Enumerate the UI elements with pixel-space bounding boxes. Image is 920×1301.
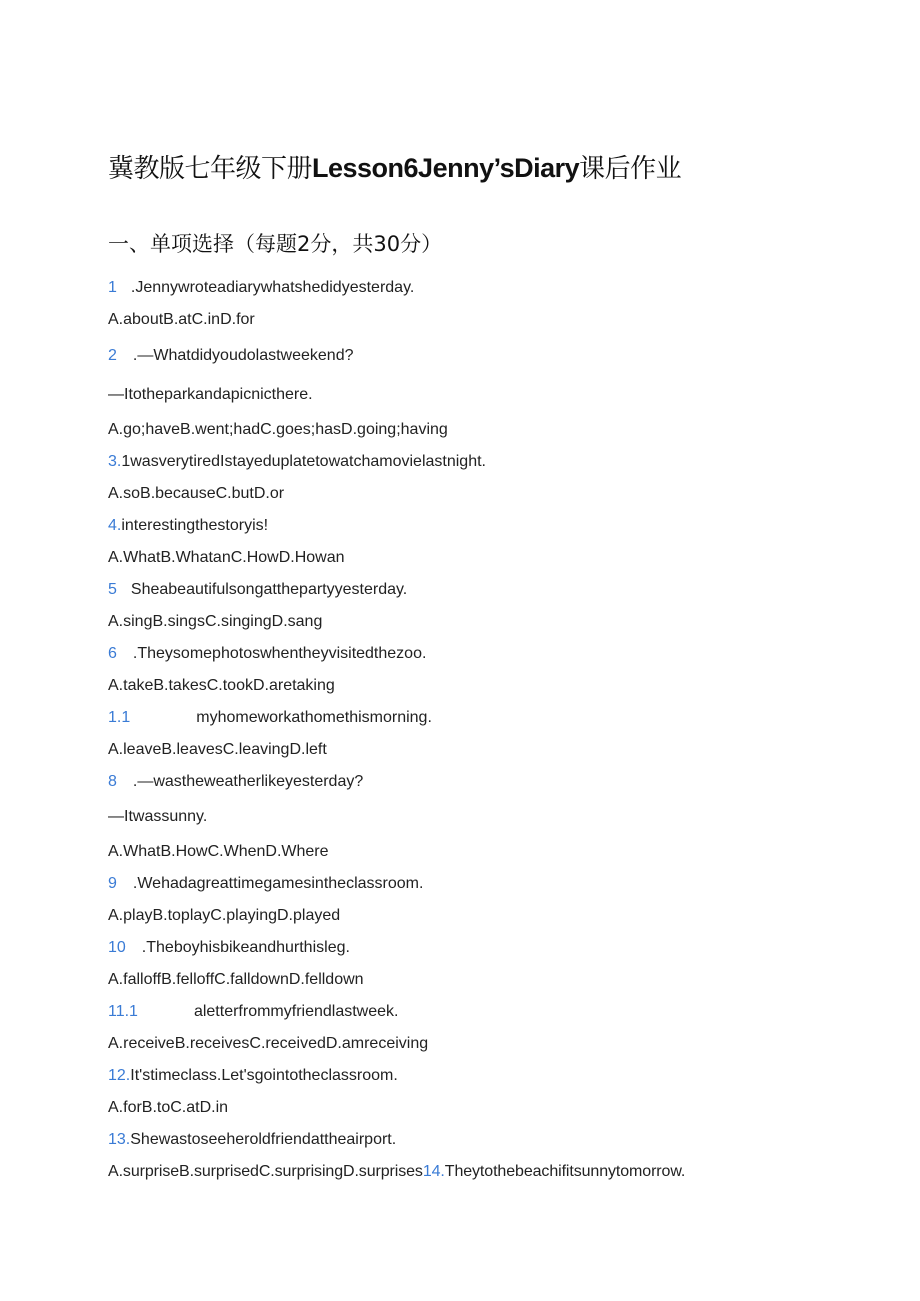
question-2: 2 .—Whatdidyoudolastweekend? — [108, 347, 354, 364]
options-3: A.soB.becauseC.butD.or — [108, 485, 285, 502]
options-10: A.falloffB.felloffC.falldownD.felldown — [108, 971, 364, 988]
question-12: 12.It'stimeclass.Let'sgointotheclassroom. — [108, 1067, 398, 1084]
options-8: A.WhatB.HowC.WhenD.Where — [108, 843, 329, 860]
question-4: 4.interestingthestoryis! — [108, 517, 269, 534]
options-5: A.singB.singsC.singingD.sang — [108, 613, 323, 630]
options-9: A.playB.toplayC.playingD.played — [108, 907, 341, 924]
question-10: 10 .Theboyhisbikeandhurthisleg. — [108, 939, 350, 956]
question-8: 8 .—wastheweatherlikeyesterday? — [108, 773, 364, 790]
question-1: 1 .Jennywroteadiarywhatshedidyesterday. — [108, 279, 415, 296]
options-12: A.forB.toC.atD.in — [108, 1099, 229, 1116]
question-8-reply: —Itwassunny. — [108, 808, 208, 825]
options-2: A.go;haveB.went;hadC.goes;hasD.going;having — [108, 421, 448, 438]
question-3: 3.1wasverytiredIstayeduplatetowatchamovielastnight. — [108, 453, 486, 470]
question-5: 5 Sheabeautifulsongatthepartyyesterday. — [108, 581, 408, 598]
question-7: 1.1 myhomeworkathomethismorning. — [108, 709, 432, 726]
question-6: 6 .Theysomephotoswhentheyvisitedthezoo. — [108, 645, 427, 662]
section-heading: 一、单项选择（每题2分，共30分） — [108, 232, 443, 256]
options-7: A.leaveB.leavesC.leavingD.left — [108, 741, 327, 758]
options-1: A.aboutB.atC.inD.for — [108, 311, 255, 328]
document-title: 冀教版七年级下册Lesson6Jenny’sDiary课后作业 — [108, 153, 682, 184]
options-11: A.receiveB.receivesC.receivedD.amreceiving — [108, 1035, 429, 1052]
question-9: 9 .Wehadagreattimegamesintheclassroom. — [108, 875, 424, 892]
question-13: 13.Shewastoseeheroldfriendattheairport. — [108, 1131, 397, 1148]
options-6: A.takeB.takesC.tookD.aretaking — [108, 677, 335, 694]
question-2-reply: —Itotheparkandapicnicthere. — [108, 386, 313, 403]
question-11: 11.1 aletterfrommyfriendlastweek. — [108, 1003, 399, 1020]
options-4: A.WhatB.WhatanC.HowD.Howan — [108, 549, 345, 566]
options-13-and-question-14: A.surpriseB.surprisedC.surprisingD.surprises14.Theytothebeachifitsunnytomorrow. — [108, 1163, 686, 1180]
